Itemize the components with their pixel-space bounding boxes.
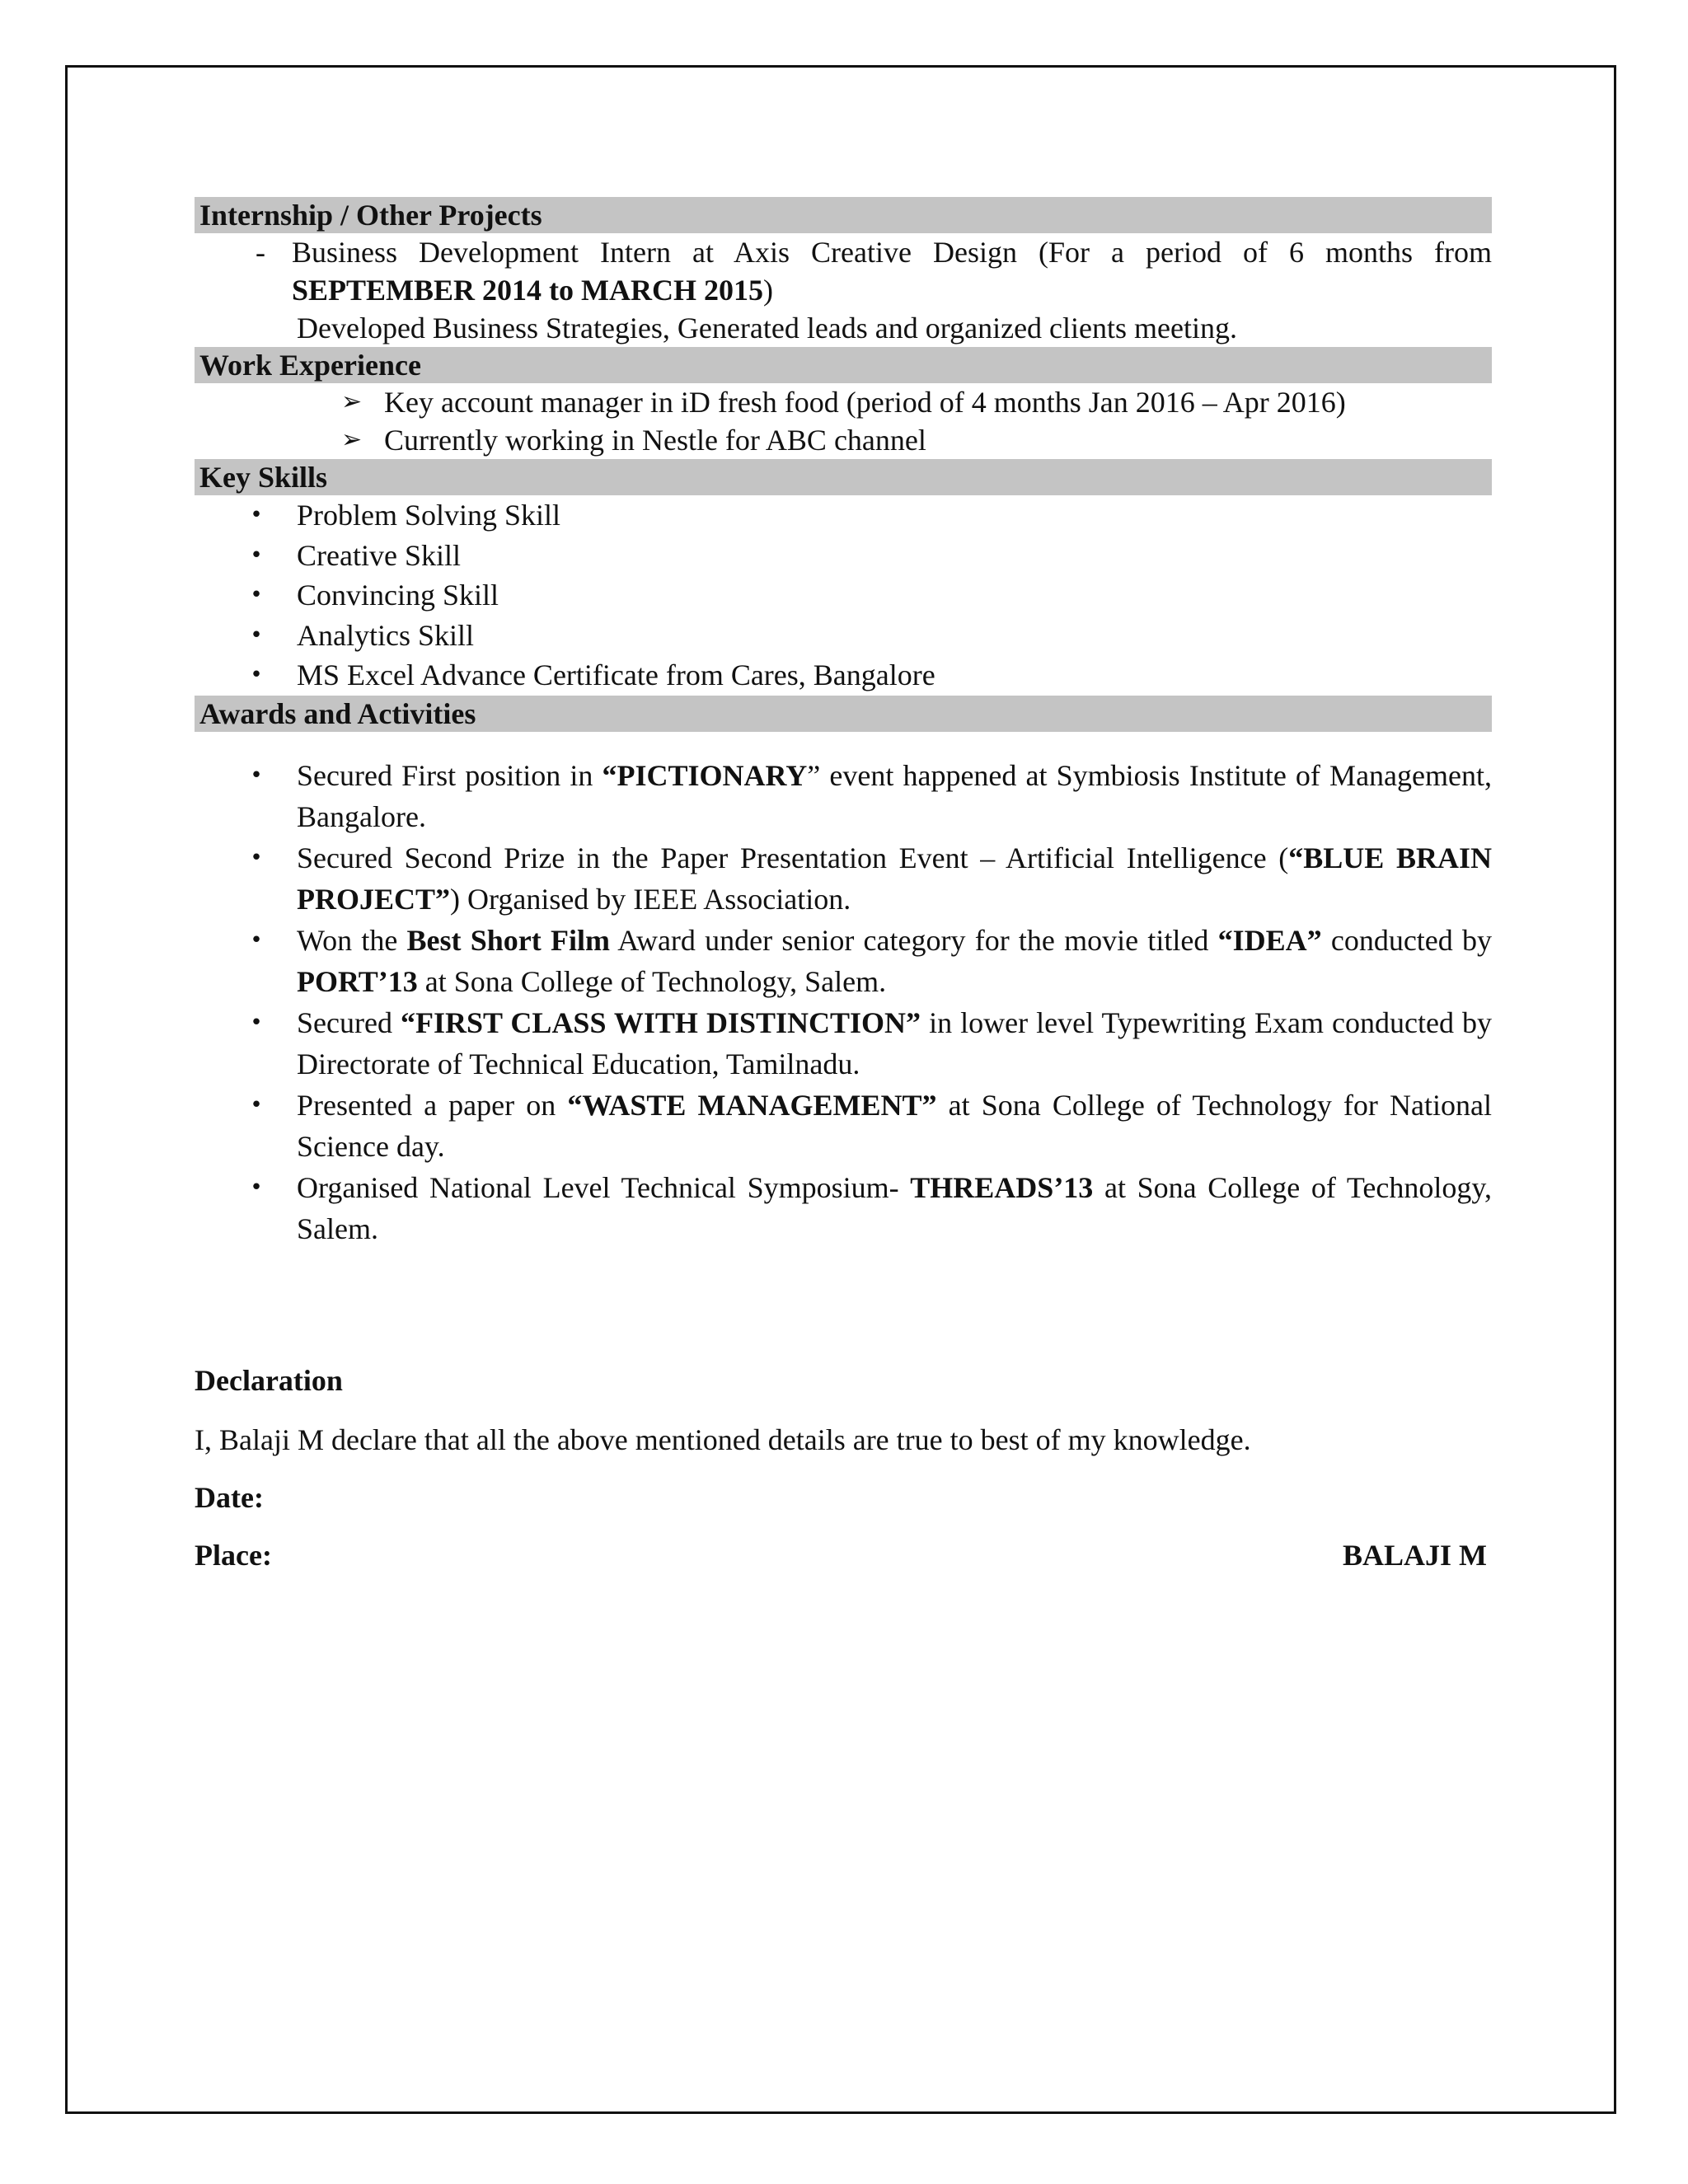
bullet-icon: • xyxy=(250,1092,263,1118)
internship-item xyxy=(195,233,1492,309)
award-item: • Won the Best Short Film Award under senior category for the movie titled “IDEA” conducted by PORT’13 at Sona College of Technology, Salem. xyxy=(195,920,1492,1002)
awards-heading: Awards and Activities xyxy=(195,696,1492,732)
arrow-bullet-icon: ➢ xyxy=(341,425,363,454)
skill-item: • Analytics Skill xyxy=(195,616,1492,656)
skill-item: • Problem Solving Skill xyxy=(195,495,1492,536)
bullet-icon: • xyxy=(250,503,263,527)
internship-description: Business Development Intern at Axis Creative Design (For a period of 6 months from SEPTEMBER 2014 to MARCH 2015) xyxy=(292,236,1492,307)
resume-page xyxy=(195,197,1492,1572)
skills-list xyxy=(195,495,1492,696)
internship-heading: Internship / Other Projects xyxy=(195,197,1492,233)
work-item xyxy=(341,383,1492,421)
signature-name: BALAJI M xyxy=(1342,1538,1487,1572)
skill-item: • MS Excel Advance Certificate from Cares, Bangalore xyxy=(195,655,1492,696)
bullet-icon: • xyxy=(250,663,263,687)
award-item: • Secured “FIRST CLASS WITH DISTINCTION” in lower level Typewriting Exam conducted by Directorate of Technical Education, Tamilnadu. xyxy=(195,1002,1492,1085)
work-experience-heading: Work Experience xyxy=(195,347,1492,383)
bullet-icon: • xyxy=(250,762,263,788)
internship-detail: Developed Business Strategies, Generated leads and organized clients meeting. xyxy=(297,312,1237,344)
work-item xyxy=(341,421,1492,459)
awards-list xyxy=(195,755,1492,1249)
place-signature-row xyxy=(195,1538,1492,1572)
award-item: • Secured Second Prize in the Paper Presentation Event – Artificial Intelligence (“BLUE BRAIN PROJECT”) Organised by IEEE Association. xyxy=(195,837,1492,920)
bullet-icon: • xyxy=(250,845,263,870)
dash-marker: - xyxy=(256,236,265,269)
bullet-icon: • xyxy=(250,927,263,953)
declaration-text: I, Balaji M declare that all the above mentioned details are true to best of my knowledge. xyxy=(195,1422,1251,1456)
internship-period: SEPTEMBER 2014 to MARCH 2015 xyxy=(292,274,764,307)
award-item: • Secured First position in “PICTIONARY” event happened at Symbiosis Institute of Management, Bangalore. xyxy=(195,755,1492,837)
skill-item: • Convincing Skill xyxy=(195,575,1492,616)
place-label: Place: xyxy=(195,1538,272,1572)
arrow-bullet-icon: ➢ xyxy=(341,387,363,416)
skill-item: • Creative Skill xyxy=(195,536,1492,576)
bullet-icon: • xyxy=(250,583,263,607)
declaration-title: Declaration xyxy=(195,1363,343,1397)
bullet-icon: • xyxy=(250,542,263,568)
work-item-text: Currently working in Nestle for ABC channel xyxy=(384,424,926,457)
bullet-icon: • xyxy=(250,1174,263,1200)
work-item-text: Key account manager in iD fresh food (period of 4 months Jan 2016 – Apr 2016) xyxy=(384,386,1346,419)
award-item: • Organised National Level Technical Symposium- THREADS’13 at Sona College of Technology, Salem. xyxy=(195,1167,1492,1249)
key-skills-heading: Key Skills xyxy=(195,459,1492,495)
date-label: Date: xyxy=(195,1480,264,1514)
award-item: • Presented a paper on “WASTE MANAGEMENT” at Sona College of Technology for National Science day. xyxy=(195,1085,1492,1167)
bullet-icon: • xyxy=(250,622,263,648)
bullet-icon: • xyxy=(250,1010,263,1035)
